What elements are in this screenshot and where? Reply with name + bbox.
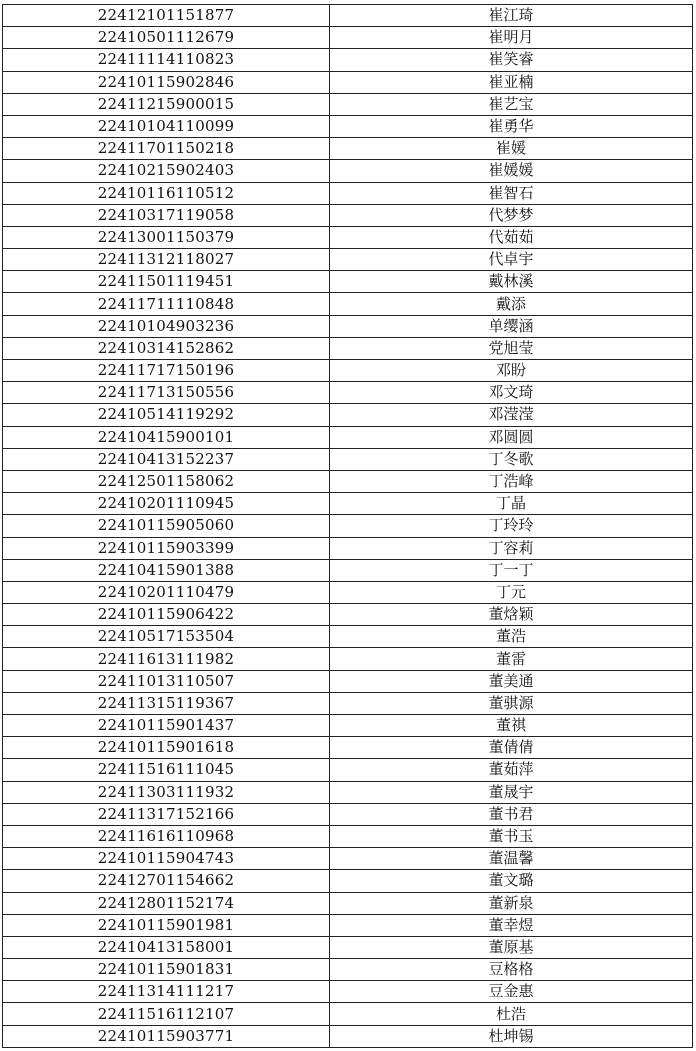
student-id-cell: 22411701150218 [3,138,330,160]
student-id-cell: 22411516111045 [3,759,330,781]
student-id-cell: 22410514119292 [3,404,330,426]
table-row [3,670,693,692]
student-id-cell: 22410115901437 [3,715,330,737]
student-name-cell: 党旭莹 [330,337,693,359]
student-name-cell: 单缨涵 [330,315,693,337]
student-id-cell: 22410115904743 [3,848,330,870]
table-row [3,226,693,248]
table-row [3,493,693,515]
student-id-cell: 22410115905060 [3,515,330,537]
student-name-cell: 崔艺宝 [330,93,693,115]
student-name-cell: 董浩 [330,626,693,648]
student-name-cell: 董文璐 [330,870,693,892]
student-name-cell: 豆金惠 [330,981,693,1003]
student-id-cell: 22411516112107 [3,1003,330,1025]
student-name-cell: 董新泉 [330,892,693,914]
student-id-cell: 22411501119451 [3,271,330,293]
student-id-cell: 22411317152166 [3,803,330,825]
student-id-cell: 22410517153504 [3,626,330,648]
student-id-cell: 22411215900015 [3,93,330,115]
student-id-cell: 22411717150196 [3,360,330,382]
student-name-cell: 丁元 [330,581,693,603]
student-name-cell: 董骐源 [330,692,693,714]
student-name-cell: 董原基 [330,936,693,958]
table-row [3,448,693,470]
student-id-cell: 22410501112679 [3,27,330,49]
student-name-cell: 董美通 [330,670,693,692]
student-id-cell: 22410415901388 [3,559,330,581]
student-id-cell: 22413001150379 [3,226,330,248]
student-name-cell: 豆格格 [330,959,693,981]
student-id-cell: 22412701154662 [3,870,330,892]
table-row [3,981,693,1003]
student-id-cell: 22412801152174 [3,892,330,914]
table-row [3,160,693,182]
student-name-cell: 丁容莉 [330,537,693,559]
student-name-cell: 董焓颖 [330,604,693,626]
table-row [3,315,693,337]
table-row [3,426,693,448]
table-row [3,249,693,271]
table-row [3,271,693,293]
table-row [3,737,693,759]
student-name-cell: 丁一丁 [330,559,693,581]
table-row [3,182,693,204]
student-name-cell: 董温馨 [330,848,693,870]
student-id-cell: 22411303111932 [3,781,330,803]
table-row [3,138,693,160]
student-id-cell: 22411613111982 [3,648,330,670]
table-row [3,93,693,115]
table-row [3,27,693,49]
student-id-cell: 22410413152237 [3,448,330,470]
student-name-cell: 戴添 [330,293,693,315]
table-row [3,692,693,714]
student-name-cell: 崔江琦 [330,5,693,27]
student-id-cell: 22411315119367 [3,692,330,714]
student-name-cell: 董雷 [330,648,693,670]
student-name-cell: 董茹萍 [330,759,693,781]
table-row [3,360,693,382]
student-id-cell: 22411711110848 [3,293,330,315]
table-row [3,559,693,581]
student-name-cell: 董书君 [330,803,693,825]
table-row [3,404,693,426]
table-row [3,470,693,492]
student-name-cell: 邓圆圆 [330,426,693,448]
student-id-cell: 22410317119058 [3,204,330,226]
student-name-cell: 崔智石 [330,182,693,204]
student-id-cell: 22410215902403 [3,160,330,182]
roster-table [2,4,693,1048]
student-id-cell: 22412101151877 [3,5,330,27]
table-row [3,803,693,825]
student-id-cell: 22411314111217 [3,981,330,1003]
student-name-cell: 丁玲玲 [330,515,693,537]
student-id-cell: 22411114110823 [3,49,330,71]
table-row [3,71,693,93]
student-name-cell: 崔勇华 [330,115,693,137]
table-row [3,648,693,670]
student-name-cell: 崔亚楠 [330,71,693,93]
student-id-cell: 22412501158062 [3,470,330,492]
table-row [3,604,693,626]
table-row [3,581,693,603]
student-name-cell: 杜浩 [330,1003,693,1025]
student-id-cell: 22411616110968 [3,825,330,847]
table-row [3,959,693,981]
student-name-cell: 崔明月 [330,27,693,49]
student-id-cell: 22410116110512 [3,182,330,204]
student-name-cell: 崔笑睿 [330,49,693,71]
table-row [3,337,693,359]
table-row [3,715,693,737]
table-row [3,870,693,892]
student-name-cell: 丁冬歌 [330,448,693,470]
student-id-cell: 22410104903236 [3,315,330,337]
student-id-cell: 22411312118027 [3,249,330,271]
student-name-cell: 丁浩峰 [330,470,693,492]
student-name-cell: 邓文琦 [330,382,693,404]
student-name-cell: 邓滢滢 [330,404,693,426]
table-row [3,759,693,781]
student-name-cell: 代卓宇 [330,249,693,271]
table-row [3,49,693,71]
student-id-cell: 22410413158001 [3,936,330,958]
student-id-cell: 22411013110507 [3,670,330,692]
student-name-cell: 崔媛媛 [330,160,693,182]
student-id-cell: 22410115903771 [3,1025,330,1047]
table-row [3,515,693,537]
table-row [3,5,693,27]
student-id-cell: 22410115903399 [3,537,330,559]
table-row [3,914,693,936]
table-row [3,204,693,226]
student-id-cell: 22410115902846 [3,71,330,93]
student-id-cell: 22410115906422 [3,604,330,626]
student-name-cell: 崔媛 [330,138,693,160]
table-row [3,293,693,315]
student-id-cell: 22410201110479 [3,581,330,603]
student-name-cell: 董幸煜 [330,914,693,936]
table-row [3,781,693,803]
student-id-cell: 22410314152862 [3,337,330,359]
student-name-cell: 董倩倩 [330,737,693,759]
student-id-cell: 22411713150556 [3,382,330,404]
table-row [3,825,693,847]
student-name-cell: 代茹茹 [330,226,693,248]
student-name-cell: 邓盼 [330,360,693,382]
table-row [3,936,693,958]
table-row [3,626,693,648]
student-id-cell: 22410415900101 [3,426,330,448]
student-name-cell: 戴林溪 [330,271,693,293]
table-row [3,1003,693,1025]
student-id-cell: 22410115901831 [3,959,330,981]
student-id-cell: 22410115901981 [3,914,330,936]
student-name-cell: 代梦梦 [330,204,693,226]
student-name-cell: 杜坤锡 [330,1025,693,1047]
student-name-cell: 丁晶 [330,493,693,515]
table-row [3,382,693,404]
table-row [3,115,693,137]
student-name-cell: 董祺 [330,715,693,737]
student-name-cell: 董晟宇 [330,781,693,803]
table-row [3,537,693,559]
student-name-cell: 董书玉 [330,825,693,847]
student-id-cell: 22410104110099 [3,115,330,137]
table-row [3,892,693,914]
table-row [3,848,693,870]
student-id-cell: 22410201110945 [3,493,330,515]
table-row [3,1025,693,1047]
student-id-cell: 22410115901618 [3,737,330,759]
roster-body [3,5,693,1048]
